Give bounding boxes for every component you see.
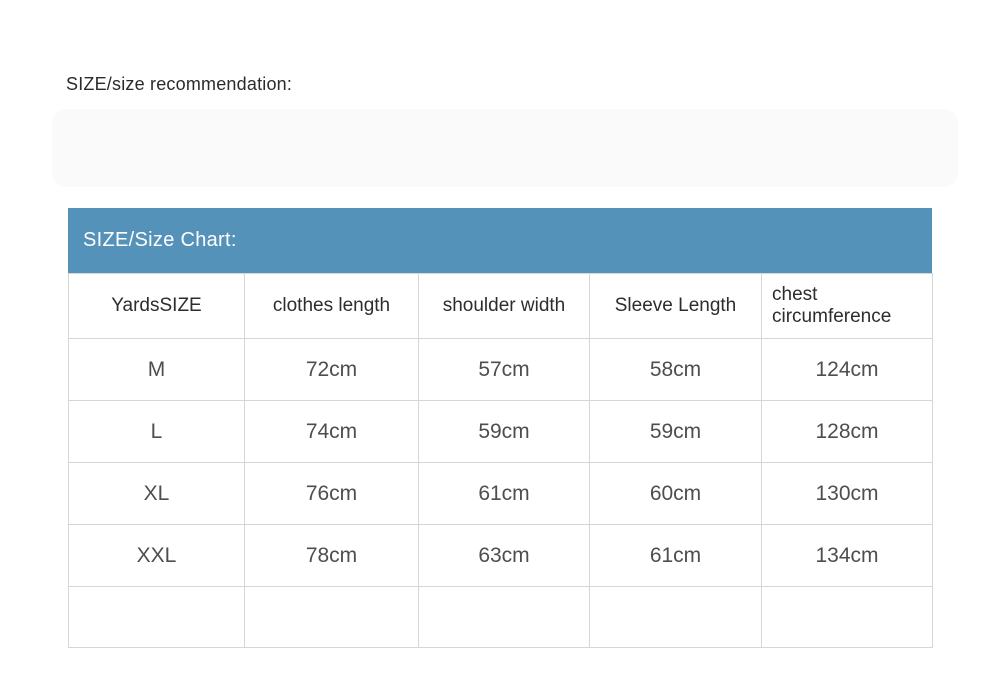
table-cell: [419, 587, 590, 648]
table-cell: 78cm: [245, 525, 419, 587]
table-cell: 58cm: [590, 339, 762, 401]
column-header-chest-circumference: chest circumference: [762, 274, 933, 339]
column-header-shoulder-width: shoulder width: [419, 274, 590, 339]
table-cell: M: [69, 339, 245, 401]
table-cell: L: [69, 401, 245, 463]
size-chart-title-bar: [68, 208, 932, 273]
table-cell: 134cm: [762, 525, 933, 587]
table-cell: [762, 587, 933, 648]
table-cell: 60cm: [590, 463, 762, 525]
table-row-size-xxl: [69, 525, 933, 587]
table-cell: 63cm: [419, 525, 590, 587]
size-chart-title: SIZE/Size Chart:: [83, 229, 237, 251]
table-cell: 124cm: [762, 339, 933, 401]
content-placeholder-band: [52, 109, 958, 187]
table-cell: XXL: [69, 525, 245, 587]
table-row-size-m: [69, 339, 933, 401]
table-cell: 72cm: [245, 339, 419, 401]
table-cell: 130cm: [762, 463, 933, 525]
table-cell: 76cm: [245, 463, 419, 525]
table-cell: 74cm: [245, 401, 419, 463]
column-header-clothes-length: clothes length: [245, 274, 419, 339]
table-cell: 61cm: [419, 463, 590, 525]
size-recommendation-label: SIZE/size recommendation:: [66, 74, 293, 94]
table-cell: [590, 587, 762, 648]
table-cell: 128cm: [762, 401, 933, 463]
size-table-header-row: [69, 274, 933, 339]
table-cell: 61cm: [590, 525, 762, 587]
table-row-size-l: [69, 401, 933, 463]
table-row-size-xl: [69, 463, 933, 525]
column-header-yards-size: YardsSIZE: [69, 274, 245, 339]
table-cell: [245, 587, 419, 648]
table-cell: 57cm: [419, 339, 590, 401]
size-table: [68, 273, 933, 648]
column-header-sleeve-length: Sleeve Length: [590, 274, 762, 339]
table-cell: 59cm: [419, 401, 590, 463]
table-cell: [69, 587, 245, 648]
table-cell: 59cm: [590, 401, 762, 463]
size-chart-section: [68, 208, 932, 648]
table-row-empty: [69, 587, 933, 648]
table-cell: XL: [69, 463, 245, 525]
